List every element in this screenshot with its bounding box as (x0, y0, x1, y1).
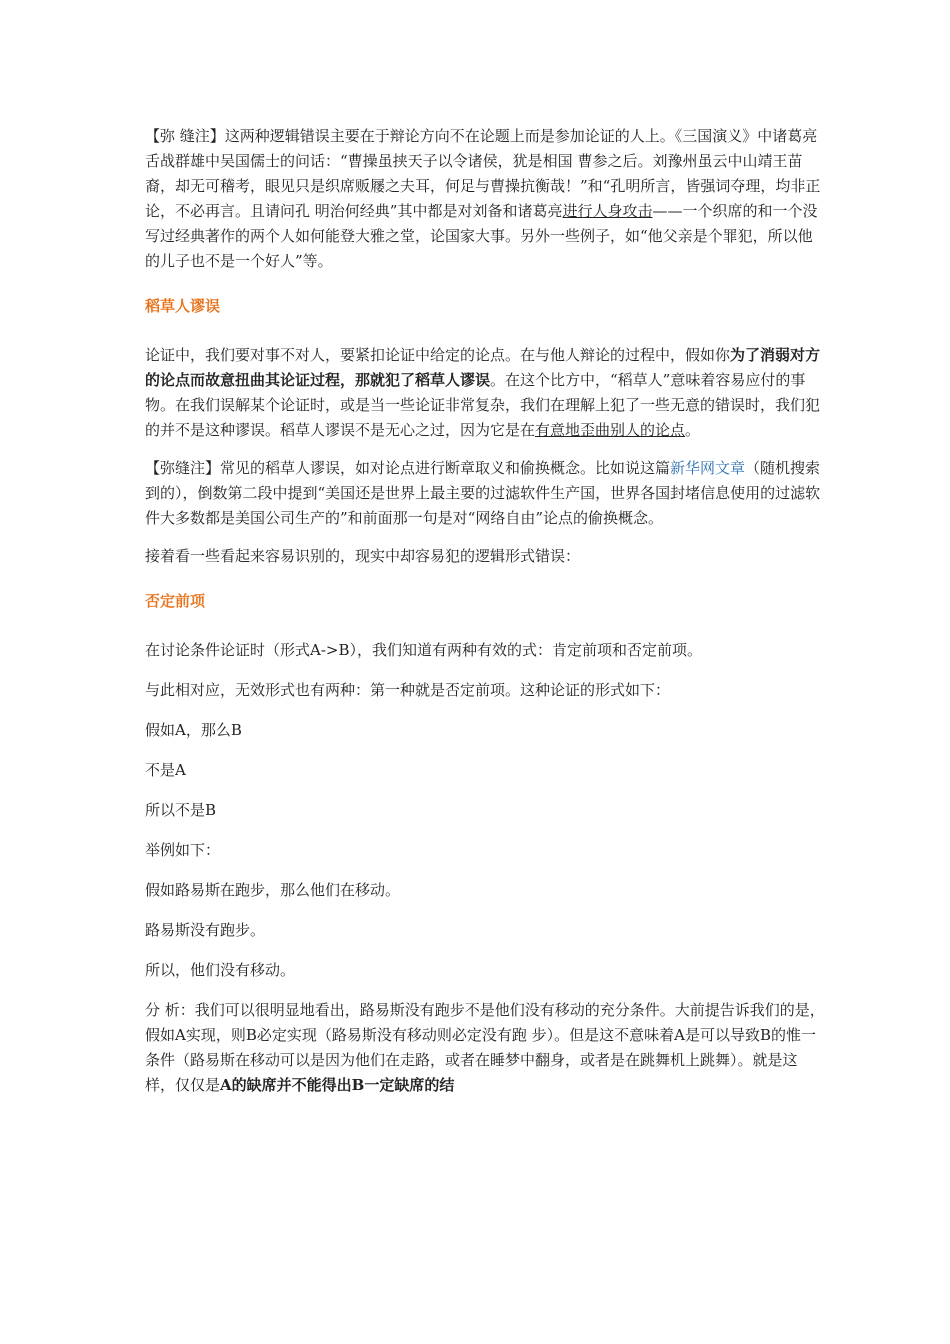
text-run: 分 析：我们可以很明显地看出，路易斯没有跑步不是他们没有移动的充分条件。大前提告诉我们的是，假如A实现，则B必定实现（路易斯没有移动则必定没有跑 步）。但是这不意味着A是可以导致B的惟一条件（路易斯在移动可以是因为他们在走路，或者在睡梦中翻身，或者是在跳舞机上跳舞）。就是这样，仅仅是 (145, 1001, 825, 1094)
bold-phrase: A的缺席并不能得出B一定缺席的结 (220, 1076, 455, 1094)
line-item: 所以不是B (145, 801, 217, 819)
article-link[interactable]: 新华网文章 (670, 459, 746, 477)
paragraph-straw-man-definition (145, 343, 825, 443)
line-item: 举例如下： (145, 841, 221, 859)
text-run: 【弥 缝注】这两种逻辑错误主要在于辩论方向不在论题上而是参加论证的人上。《三国演义》中诸葛亮舌战群雄中吴国儒士的问话：“曹操虽挟天子以令诸侯，犹是相国 曹参之后。刘豫州虽云中山靖王苗裔，却无可稽考，眼见只是织席贩屦之夫耳，何足与曹操抗衡哉！”和“孔明所言，皆强词夺理，均非正论，不必再言。且请问孔 明治何经典”其中都是对刘备和诸葛亮 (145, 127, 821, 220)
line-item: 不是A (145, 761, 186, 779)
text-run: 【弥缝注】常见的稻草人谬误，如对论点进行断章取义和偷换概念。比如说这篇 (145, 459, 671, 477)
paragraph-transition: 接着看一些看起来容易识别的，现实中却容易犯的逻辑形式错误： (145, 547, 581, 565)
text-run: 论证中，我们要对事不对人，要紧扣论证中给定的论点。在与他人辩论的过程中，假如你 (145, 346, 731, 364)
line-item: 假如路易斯在跑步，那么他们在移动。 (145, 881, 401, 899)
heading-denying-antecedent: 否定前项 (145, 592, 206, 610)
underlined-phrase: 进行人身攻击 (562, 202, 653, 220)
line-item: 与此相对应，无效形式也有两种：第一种就是否定前项。这种论证的形式如下： (145, 681, 671, 699)
note-paragraph-straw-man (145, 456, 825, 531)
bold-phrase: 为了消弱对方的论点而故意扭曲其论证过程，那就犯了稻草人谬误 (145, 346, 821, 389)
text-run: 。在这个比方中，“稻草人”意味着容易应付的事物。在我们误解某个论证时，或是当一些论证非常复杂，我们在理解上犯了一些无意的错误时，我们犯的并不是这种谬误。稻草人谬误不是无心之过，因为它是在 (145, 371, 821, 439)
heading-straw-man: 稻草人谬误 (145, 297, 221, 315)
text-run: 。 (685, 421, 701, 439)
text-run: ——一个织席的和一个没写过经典著作的两个人如何能登大雅之堂，论国家大事。另外一些例子，如“他父亲是个罪犯，所以他的儿子也不是一个好人”等。 (145, 202, 818, 270)
paragraph-analysis (145, 998, 825, 1098)
line-item: 在讨论条件论证时（形式A->B），我们知道有两种有效的式：肯定前项和否定前项。 (145, 641, 702, 659)
line-item: 路易斯没有跑步。 (145, 921, 266, 939)
line-item: 假如A，那么B (145, 721, 242, 739)
line-item: 所以，他们没有移动。 (145, 961, 296, 979)
note-paragraph-ad-hominem (145, 124, 825, 274)
article-body (145, 124, 825, 1098)
text-run: （随机搜索到的），倒数第二段中提到“美国还是世界上最主要的过滤软件生产国，世界各国封堵信息使用的过滤软件大多数都是美国公司生产的”和前面那一句是对“网络自由”论点的偷换概念。 (145, 459, 821, 527)
underlined-phrase: 有意地歪曲别人的论点 (535, 421, 686, 439)
